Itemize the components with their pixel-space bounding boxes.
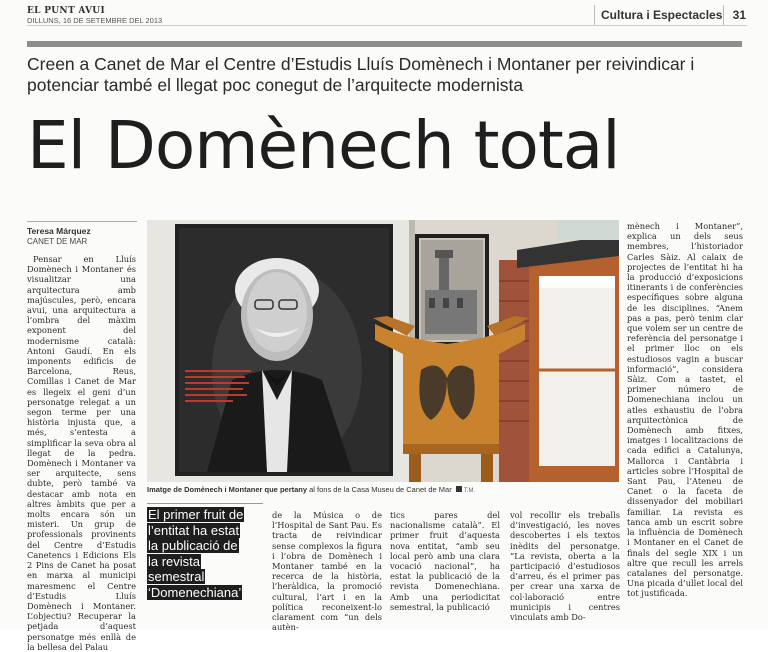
pullquote-line-1: El primer fruit de [148, 507, 244, 522]
article-subhead: Creen a Canet de Mar el Centre d’Estudis Lluís Domènech i Montaner per reivindicar i potenciar també el llegat poc conegut de l’arquitecte modernista [27, 54, 695, 95]
article-column-2: de la Música o de l’Hospital de Sant Pau. Es tracta de reivindicar sense complexos la figura i l’obra de Domènech i Montaner també en la recerca de la història, l’heràldica, la promoció cultural, l’art i en la política reconeixent-lo clarament com “un dels autèn- [272, 510, 382, 633]
byline-place: CANET DE MAR [27, 237, 88, 246]
pullquote-line-3: la publicació de [148, 538, 238, 553]
top-gray-bar [27, 41, 742, 47]
pullquote-rule [147, 503, 263, 504]
caption-rest: al fons de la Casa Museu de Canet de Mar [307, 485, 452, 494]
caption-bold: Imatge de Domènech i Montaner que pertany [147, 485, 308, 494]
newspaper-brand: EL PUNT AVUI [27, 6, 105, 16]
page-number-divider [723, 5, 724, 25]
article-column-5: mènech i Montaner”, explica un dels seus membres, l’historiador Carles Sàiz. Al calaix de projectes de l’entitat hi ha la producció d’exposicions itinerants i de conferències específiques sobre alguna de les disciplines. “Anem pas a pas, però tenim clar que volem ser un centre de referència del personatge i el primer lloc on els estudiosos vagin a buscar informació”, considera Sàiz. Com a tastet, el primer número de Domenechiana inclou un atles exhaustiu de l’obra arquitectònica de Domènech amb fitxes, imatges i localitzacions de cada edifici a Catalunya, Mallorca i Cantàbria i articles sobre l’Hospital de Sant Pau, l’Ateneu de Canet o la faceta de dissenyador del mobiliari familiar. La revista es tanca amb un escrit sobre la influència de Domènech i Montaner en el Canet de finals del segle XIX i un altre que recull les arrels catalanes del personatge. Una picada d’ullet local del tot justificada. [627, 221, 743, 599]
article-photo [147, 220, 619, 482]
article-column-4: vol recollir els treballs d’investigació, les noves descobertes i els textos inèdits del personatge. “La revista, oberta a la participació d’estudiosos d’arreu, és el primer pas per crear una xarxa de col·laboració entre municipis i centres vinculats amb Do- [510, 510, 620, 623]
caption-square-icon [456, 486, 462, 492]
section-title: Cultura i Espectacles [601, 8, 723, 22]
pullquote-line-4: la revista [148, 553, 201, 569]
byline-author: Teresa Márquez [27, 226, 91, 236]
pullquote-line-2: l’entitat ha estat [148, 522, 240, 538]
article-column-3: tics pares del nacionalisme català”. El primer fruit d’aquesta nova entitat, “amb seu local però amb una clara vocació nacional”, ha estat la publicació de la revista Domenechiana. Amb una periodicitat semestral, la publicació [390, 510, 500, 612]
pullquote-line-5: semestral [148, 569, 205, 584]
pullquote-line-6: ‘Domenechiana’ [148, 584, 242, 600]
masthead [27, 6, 162, 25]
issue-date: DILLUNS, 16 DE SETEMBRE DEL 2013 [27, 16, 163, 25]
page-number: 31 [732, 8, 746, 22]
article-column-1: Pensar en Lluís Domènech i Montaner és visualitzar una arquitectura amb majúscules, però, encara avui, una arquitectura a l’ombra del màxim exponent del modernisme català: Antoni Gaudí. En els imponents edificis de Barcelona, Reus, Comillas i Canet de Mar es llegeix el geni d’un personatge relegat a un segon terme per una història injusta que, a més, s’entesta a simplificar la seva obra al llegat de la pedra. Domènech i Montaner va ser arquitecte, sens dubte, però també va destacar amb nota en altres àmbits que per a molts encara són un misteri. Un grup de professionals provinents del Centre d’Estudis Canetencs i Edicions Els 2 Pins de Canet ha posat en marxa al municipi maresmenc el Centre d’Estudis Lluís Domènech i Montaner. L’objectiu? Recuperar la petjada d’aquest personatge més enllà de la bellesa del Palau [27, 254, 136, 652]
photo-caption [147, 485, 619, 494]
section-header [594, 5, 748, 25]
pullquote [147, 507, 263, 600]
photo-credit: T.M. [463, 488, 476, 494]
header-rule [27, 25, 747, 26]
byline-rule [27, 221, 137, 222]
photo-illustration [147, 220, 619, 482]
article-headline: El Domènech total [27, 107, 620, 184]
